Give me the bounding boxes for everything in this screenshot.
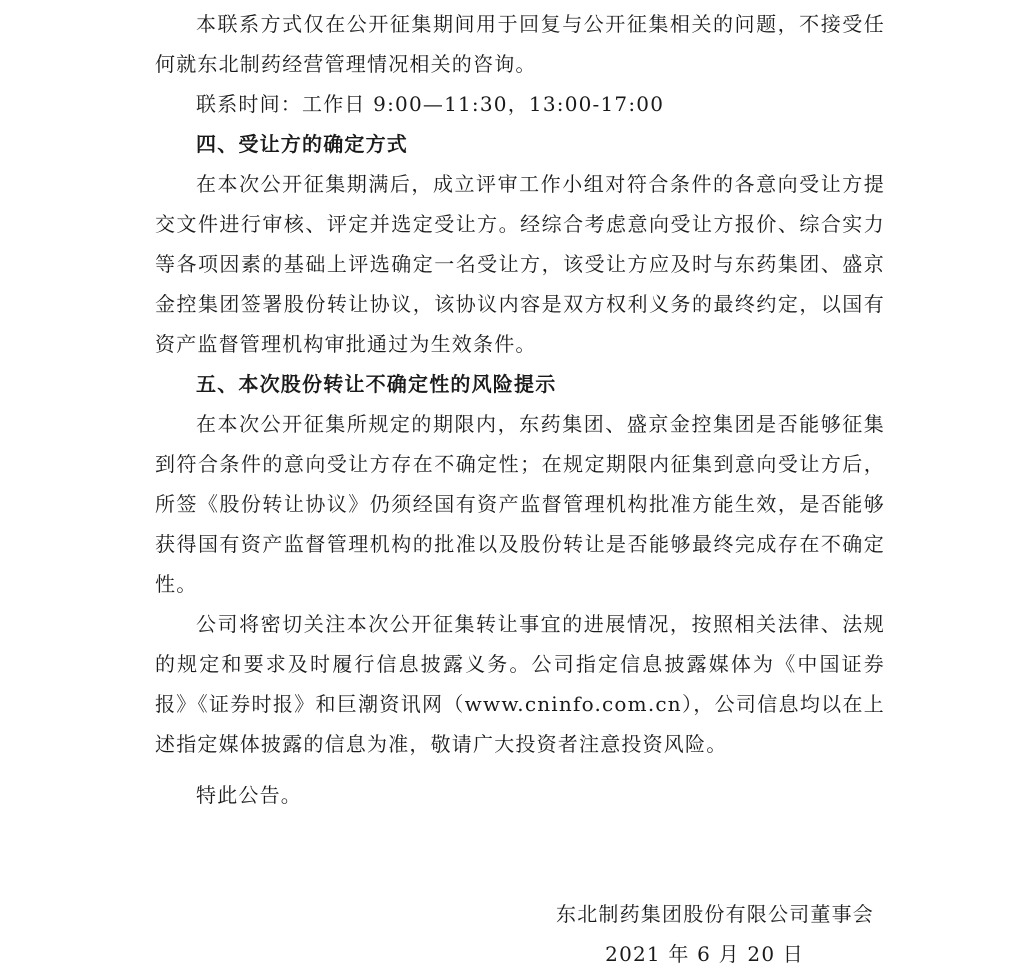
section-4-heading: 四、受让方的确定方式 (196, 132, 408, 156)
closing-line: 特此公告。 (196, 783, 302, 807)
contact-note-paragraph: 本联系方式仅在公开征集期间用于回复与公开征集相关的问题，不接受任何就东北制药经营管理情况相关的咨询。 (155, 12, 885, 76)
closing-block (155, 775, 885, 815)
section-5-heading: 五、本次股份转让不确定性的风险提示 (196, 372, 557, 396)
section-5-body: 在本次公开征集所规定的期限内，东药集团、盛京金控集团是否能够征集到符合条件的意向受让方存在不确定性；在规定期限内征集到意向受让方后，所签《股份转让协议》仍须经国有资产监督管理机构批准方能生效，是否能够获得国有资产监督管理机构的批准以及股份转让是否能够最终完成存在不确定性。 (155, 412, 885, 596)
contact-time-paragraph: 联系时间：工作日 9:00—11:30，13:00-17:00 (196, 92, 665, 116)
section-4-body: 在本次公开征集期满后，成立评审工作小组对符合条件的各意向受让方提交文件进行审核、评定并选定受让方。经综合考虑意向受让方报价、综合实力等各项因素的基础上评选确定一名受让方，该受让方应及时与东药集团、盛京金控集团签署股份转让协议，该协议内容是双方权利义务的最终约定，以国有资产监督管理机构审批通过为生效条件。 (155, 172, 885, 356)
issuer-signature: 东北制药集团股份有限公司董事会 (556, 902, 874, 926)
document-body (155, 4, 885, 764)
company-note-paragraph: 公司将密切关注本次公开征集转让事宜的进展情况，按照相关法律、法规的规定和要求及时履行信息披露义务。公司指定信息披露媒体为《中国证券报》《证券时报》和巨潮资讯网（www.cninfo.com.cn），公司信息均以在上述指定媒体披露的信息为准，敬请广大投资者注意投资风险。 (155, 612, 885, 756)
signature-date: 2021 年 6 月 20 日 (605, 942, 804, 966)
